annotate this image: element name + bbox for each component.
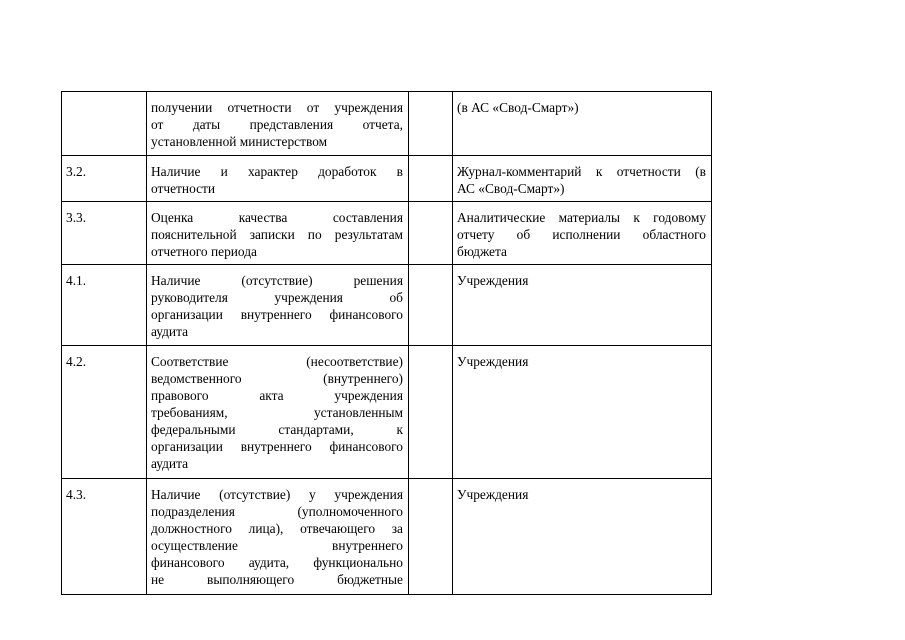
criterion-text-line: Наличие (отсутствие) у учреждения [151,487,403,502]
table-row [62,479,712,595]
criterion-text-line: осуществление внутреннего [151,538,403,553]
empty-cell [409,92,453,156]
source-text-line: Аналитические материалы к годовому [457,210,706,225]
criterion-name-cell [147,346,409,479]
criterion-text-line: от даты представления отчета, [151,117,403,132]
item-number-cell: 3.2. [62,156,147,202]
table-body [62,92,712,595]
criterion-text-line: федеральными стандартами, к [151,422,403,437]
criterion-text-line: финансового аудита, функционально [151,555,403,570]
criterion-text-line: аудита [151,324,189,339]
criterion-text-line: Наличие и характер доработок в [151,164,403,179]
criterion-text-line: подразделения (уполномоченного [151,504,403,519]
table-row [62,346,712,479]
criterion-text-line: руководителя учреждения об [151,290,403,305]
table-row [62,156,712,202]
source-cell [453,346,712,479]
criterion-text-line: ведомственного (внутреннего) [151,371,403,386]
criterion-name-cell [147,92,409,156]
criterion-text-line: аудита [151,456,189,471]
source-cell [453,479,712,595]
source-text-line: Учреждения [457,354,529,369]
source-text-line: АС «Свод-Смарт») [457,181,565,196]
item-number-cell: 4.2. [62,346,147,479]
empty-cell [409,202,453,265]
empty-cell [409,479,453,595]
source-cell [453,156,712,202]
item-number-cell [62,92,147,156]
source-text-line: Учреждения [457,273,529,288]
criterion-text-line: требованиям, установленным [151,405,403,420]
criterion-text-line: получении отчетности от учреждения [151,100,403,115]
criterion-text-line: отчетного периода [151,244,257,259]
criterion-text-line: не выполняющего бюджетные [151,572,403,587]
empty-cell [409,265,453,346]
table-row [62,202,712,265]
criterion-name-cell [147,156,409,202]
criterion-name-cell [147,202,409,265]
criterion-text-line: правового акта учреждения [151,388,403,403]
criterion-text-line: должностного лица), отвечающего за [151,521,403,536]
criterion-text-line: отчетности [151,181,216,196]
source-text-line: Журнал-комментарий к отчетности (в [457,164,706,179]
item-number-cell: 4.3. [62,479,147,595]
source-cell [453,265,712,346]
table-row [62,92,712,156]
item-number-cell: 4.1. [62,265,147,346]
empty-cell [409,156,453,202]
source-cell [453,202,712,265]
criterion-name-cell [147,479,409,595]
empty-cell [409,346,453,479]
criterion-text-line: Соответствие (несоответствие) [151,354,403,369]
criterion-text-line: пояснительной записки по результатам [151,227,403,242]
criterion-text-line: установленной министерством [151,134,328,149]
item-number-cell: 3.3. [62,202,147,265]
source-text-line: (в АС «Свод-Смарт») [457,100,579,115]
source-text-line: Учреждения [457,487,529,502]
criterion-name-cell [147,265,409,346]
table-row [62,265,712,346]
criterion-text-line: Наличие (отсутствие) решения [151,273,403,288]
source-text-line: бюджета [457,244,507,259]
criterion-text-line: организации внутреннего финансового [151,307,403,322]
criterion-text-line: Оценка качества составления [151,210,403,225]
source-text-line: отчету об исполнении областного [457,227,706,242]
criterion-text-line: организации внутреннего финансового [151,439,403,454]
criteria-table [61,91,712,595]
source-cell [453,92,712,156]
